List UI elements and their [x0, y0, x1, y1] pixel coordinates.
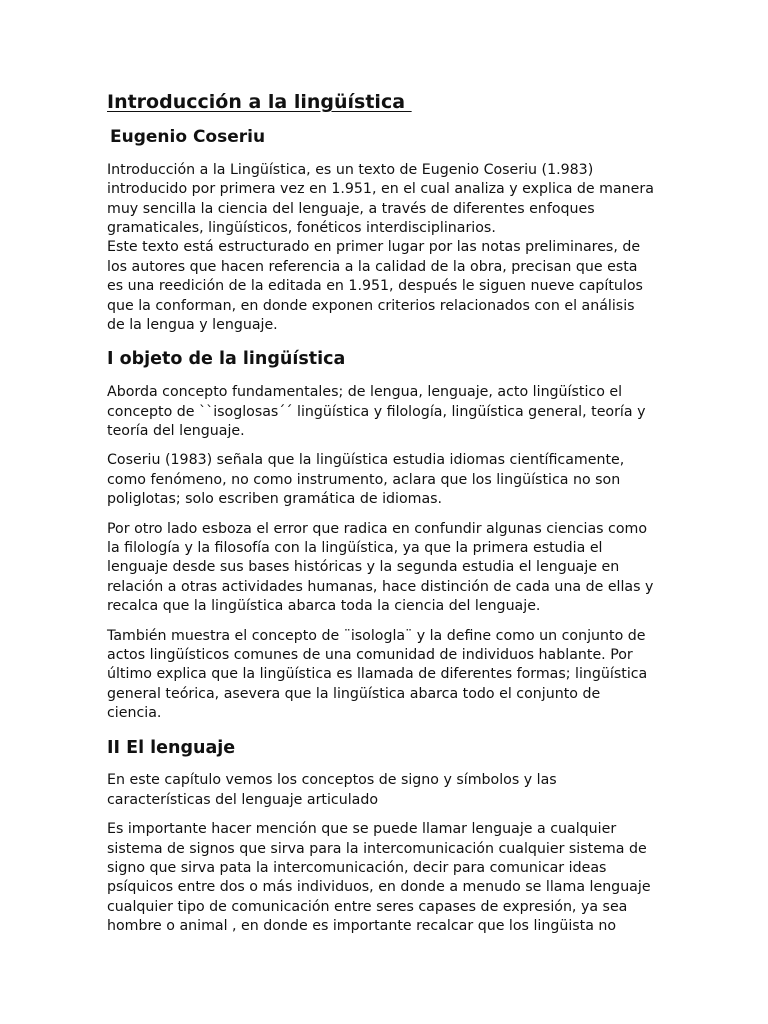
section-paragraph: Por otro lado esboza el error que radica en confundir algunas ciencias como la filología y la filosofía con la lingüística, ya que la primera estudia el lenguaje desde sus bases históricas y la segunda estudia el lenguaje en relación a otras actividades humanas, hace distinción de cada una de ellas y recalca que la lingüística abarca toda la ciencia del lenguaje.	[107, 520, 654, 615]
intro-paragraph: Introducción a la Lingüística, es un texto de Eugenio Coseriu (1.983) introducido por primera vez en 1.951, en el cual analiza y explica de manera muy sencilla la ciencia del lenguaje, a través de diferentes enfoques gramaticales, lingüísticos, fonéticos interdisciplinarios.	[107, 161, 654, 236]
document-body	[107, 90, 655, 937]
section-paragraph: En este capítulo vemos los conceptos de signo y símbolos y las características del lenguaje articulado	[107, 772, 557, 808]
author-heading: Eugenio Coseriu	[110, 126, 266, 147]
section-paragraph: También muestra el concepto de ¨isologla¨ y la define como un conjunto de actos lingüísticos comunes de una comunidad de individuos hablante. Por último explica que la lingüística es llamada de diferentes formas; lingüística general teórica, asevera que la lingüística abarca todo el conjunto de ciencia.	[107, 627, 648, 722]
section-heading-objeto: I objeto de la lingüística	[107, 349, 346, 370]
section-paragraph: Coseriu (1983) señala que la lingüística estudia idiomas científicamente, como fenómeno, no como instrumento, aclara que los lingüística no son poliglotas; solo escriben gramática de idiomas.	[107, 452, 625, 508]
section-heading-lenguaje: II El lenguaje	[107, 737, 236, 758]
intro-paragraph: Este texto está estructurado en primer lugar por las notas preliminares, de los autores que hacen referencia a la calidad de la obra, precisan que esta es una reedición de la editada en 1.951, después le siguen nueve capítulos que la conforman, en donde exponen criterios relacionados con el análisis de la lengua y lenguaje.	[107, 239, 643, 334]
section-paragraph: Es importante hacer mención que se puede llamar lenguaje a cualquier sistema de signos que sirva para la intercomunicación cualquier sistema de signo que sirva pata la intercomunicación, decir para comunicar ideas psíquicos entre dos o más individuos, en donde a menudo se llama lenguaje cualquier tipo de comunicación entre seres capases de expresión, ya sea hombre o animal , en donde es importante recalcar que los lingüista no	[107, 821, 651, 935]
section-paragraph: Aborda concepto fundamentales; de lengua, lenguaje, acto lingüístico el concepto de ``isoglosas´´ lingüística y filología, lingüística general, teoría y teoría del lenguaje.	[107, 384, 646, 439]
document-title: Introducción a la lingüística	[107, 91, 412, 113]
